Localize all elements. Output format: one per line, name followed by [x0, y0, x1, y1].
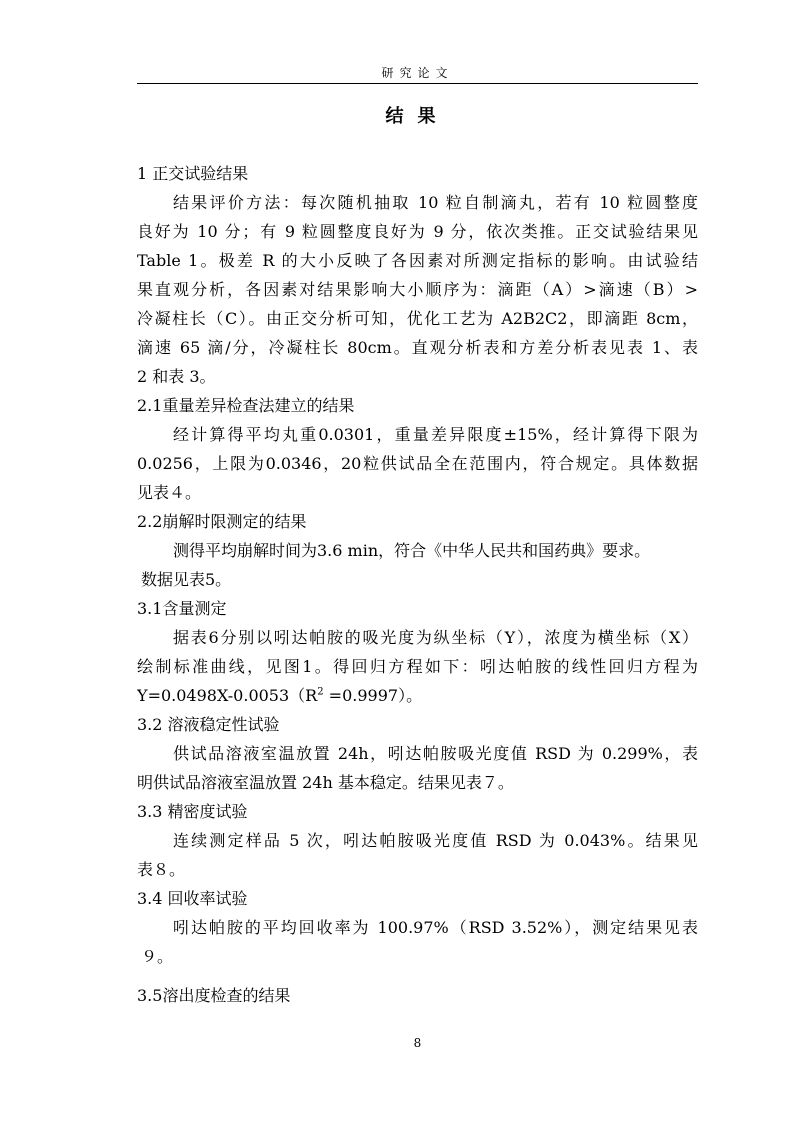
paragraph-line: Table 1。极差 R 的大小反映了各因素对所测定指标的影响。由试验结	[137, 251, 698, 270]
heading-disintegration: 2.2崩解时限测定的结果	[137, 512, 307, 531]
r-squared-exponent: 2	[317, 686, 324, 698]
paragraph-line: 冷凝柱长（C）。由正交分析可知，优化工艺为 A2B2C2，即滴距 8cm，	[137, 309, 698, 328]
heading-solution-stability: 3.2 溶液稳定性试验	[137, 715, 280, 734]
paragraph-line: 吲达帕胺的平均回收率为 100.97%（RSD 3.52%），测定结果见表	[173, 918, 698, 937]
paragraph-line: 绘制标准曲线，见图1。得回归方程如下：吲达帕胺的线性回归方程为	[137, 657, 698, 676]
paragraph-line: 2 和表 3。	[137, 367, 216, 386]
paragraph-line: 结果评价方法：每次随机抽取 10 粒自制滴丸，若有 10 粒圆整度	[173, 193, 698, 212]
header-rule	[137, 83, 698, 84]
body-text	[137, 159, 698, 1010]
paragraph-line: 明供试品溶液室温放置 24h 基本稳定。结果见表７。	[137, 773, 514, 792]
heading-orthogonal-test: 1 正交试验结果	[137, 164, 249, 183]
paragraph-line: 供试品溶液室温放置 24h，吲达帕胺吸光度值 RSD 为 0.299%，表	[173, 744, 698, 763]
regression-equation: Y=0.0498X-0.0053（R	[137, 686, 318, 705]
paragraph-line: 见表４。	[137, 483, 202, 502]
heading-weight-variation: 2.1重量差异检查法建立的结果	[137, 396, 355, 415]
paragraph-line: 表８。	[137, 860, 186, 879]
regression-equation-line	[137, 681, 698, 710]
paragraph-line: 经计算得平均丸重0.0301，重量差异限度±15%，经计算得下限为	[173, 425, 698, 444]
paragraph-line: 测得平均崩解时间为3.6 min，符合《中华人民共和国药典》要求。	[173, 541, 651, 560]
regression-r-squared: =0.9997）。	[323, 686, 423, 705]
heading-precision: 3.3 精密度试验	[137, 802, 248, 821]
paragraph-line: 0.0256，上限为0.0346，20粒供试品全在范围内，符合规定。具体数据	[137, 454, 698, 473]
page-number: 8	[413, 1036, 422, 1050]
heading-content-determination: 3.1含量测定	[137, 599, 227, 618]
heading-recovery: 3.4 回收率试验	[137, 889, 248, 908]
paragraph-line: 连续测定样品 5 次，吲达帕胺吸光度值 RSD 为 0.043%。结果见	[173, 831, 698, 850]
paragraph-line: 良好为 10 分；有 9 粒圆整度良好为 9 分，依次类推。正交试验结果见	[137, 222, 698, 241]
paragraph-line: 滴速 65 滴/分，冷凝柱长 80cm。直观分析表和方差分析表见表 1、表	[137, 338, 698, 357]
paragraph-line: 数据见表5。	[141, 570, 232, 589]
paragraph-line: 据表6分别以吲达帕胺的吸光度为纵坐标（Y），浓度为横坐标（X）	[173, 628, 698, 647]
heading-dissolution: 3.5溶出度检查的结果	[137, 986, 291, 1005]
section-title: 结果	[385, 106, 450, 127]
running-header: 研究论文	[381, 66, 454, 80]
paragraph-line: 果直观分析，各因素对结果影响大小顺序为：滴距（A）>滴速（B）>	[137, 280, 698, 299]
spacer	[137, 971, 698, 981]
paragraph-line: ９。	[141, 947, 174, 966]
